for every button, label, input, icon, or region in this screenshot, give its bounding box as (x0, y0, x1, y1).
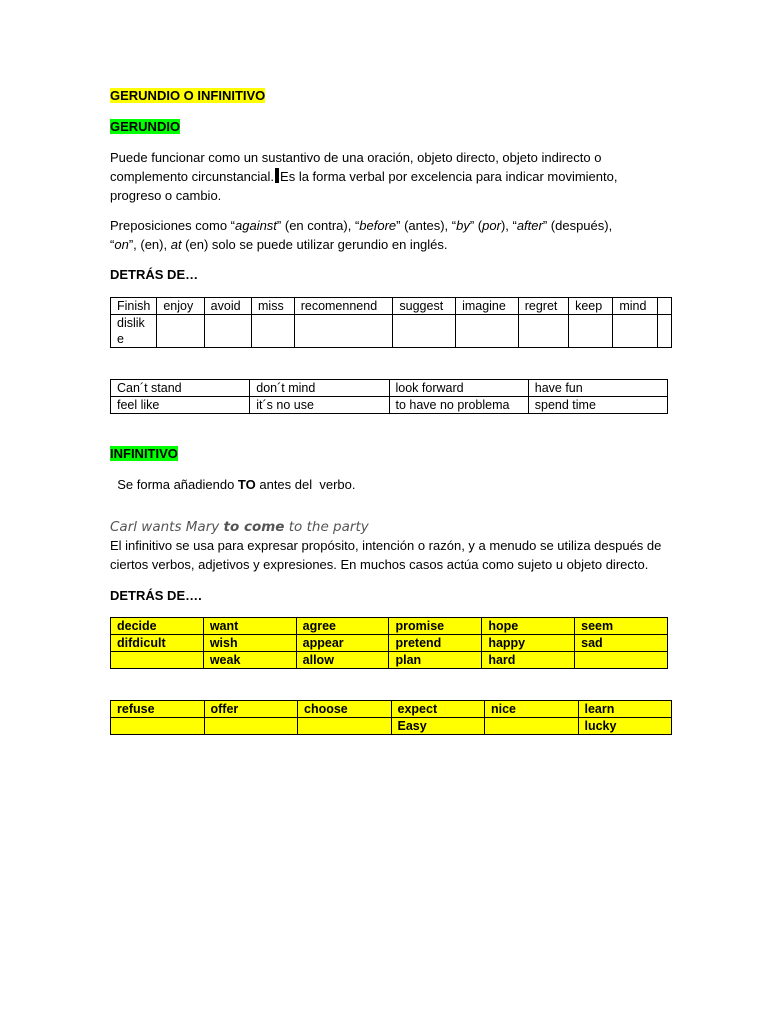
table-cell: to have no problema (389, 397, 528, 414)
table-cell: miss (252, 298, 295, 315)
table-cell: want (203, 618, 296, 635)
table-cell: promise (389, 618, 482, 635)
table-cell (298, 718, 392, 735)
document-title: GERUNDIO O INFINITIVO (110, 88, 266, 103)
table-cell (204, 315, 251, 348)
table-cell (111, 652, 204, 669)
text-cursor (275, 168, 279, 183)
table-cell (613, 315, 657, 348)
table-cell: spend time (528, 397, 667, 414)
table-cell: happy (482, 635, 575, 652)
table-cell: imagine (456, 298, 519, 315)
infinitivo-verbs-table-2 (110, 700, 672, 735)
table-cell: regret (518, 298, 568, 315)
table-cell: refuse (111, 701, 205, 718)
table-cell: hope (482, 618, 575, 635)
table-cell: it´s no use (250, 397, 389, 414)
table-cell: appear (296, 635, 389, 652)
table-cell: Finish (111, 298, 157, 315)
table-cell: seem (575, 618, 668, 635)
table-cell (569, 315, 613, 348)
gerundio-verbs-table (110, 297, 672, 348)
table-cell: suggest (393, 298, 456, 315)
table-cell: have fun (528, 380, 667, 397)
table-cell: hard (482, 652, 575, 669)
table-cell: avoid (204, 298, 251, 315)
table-cell: keep (569, 298, 613, 315)
table-cell (252, 315, 295, 348)
infinitivo-formation: Se forma añadiendo TO antes del verbo. (110, 477, 356, 492)
table-cell (485, 718, 579, 735)
table-cell: Can´t stand (111, 380, 250, 397)
table-cell: Easy (391, 718, 485, 735)
infinitivo-example: Carl wants Mary to come to the party (110, 518, 369, 535)
table-cell: learn (578, 701, 672, 718)
table-cell (111, 718, 205, 735)
table-cell: expect (391, 701, 485, 718)
gerundio-definition: Puede funcionar como un sustantivo de una oración, objeto directo, objeto indirecto o complemento circunstancial. Es la forma verbal por excelencia para indicar movimiento, progreso o cambio. (110, 150, 618, 203)
table-cell (518, 315, 568, 348)
table-cell (657, 298, 671, 315)
table-cell (294, 315, 393, 348)
table-cell: plan (389, 652, 482, 669)
table-cell (575, 652, 668, 669)
table-cell: choose (298, 701, 392, 718)
gerundio-detras-heading: DETRÁS DE… (110, 267, 199, 282)
table-cell: agree (296, 618, 389, 635)
gerundio-prepositions: Preposiciones como “against” (en contra), “before” (antes), “by” (por), “after” (después), “on”, (en), at (en) solo se puede utilizar gerundio en inglés. (110, 218, 613, 252)
table-cell: don´t mind (250, 380, 389, 397)
table-cell: sad (575, 635, 668, 652)
table-cell: offer (204, 701, 298, 718)
table-cell: look forward (389, 380, 528, 397)
gerundio-expressions-table (110, 379, 668, 414)
table-cell: weak (203, 652, 296, 669)
table-cell (456, 315, 519, 348)
infinitivo-verbs-table (110, 617, 668, 669)
table-cell: enjoy (157, 298, 204, 315)
table-cell (393, 315, 456, 348)
table-cell: recomennend (294, 298, 393, 315)
table-cell: mind (613, 298, 657, 315)
table-cell: dislik e (111, 315, 157, 348)
table-cell: decide (111, 618, 204, 635)
table-cell (157, 315, 204, 348)
gerundio-heading: GERUNDIO (110, 119, 181, 134)
table-cell: nice (485, 701, 579, 718)
table-cell (657, 315, 671, 348)
table-cell: lucky (578, 718, 672, 735)
infinitivo-definition: El infinitivo se usa para expresar propósito, intención o razón, y a menudo se utiliza después de ciertos verbos, adjetivos y expresiones. En muchos casos actúa como sujeto u objeto directo. (110, 538, 662, 572)
table-cell: pretend (389, 635, 482, 652)
table-cell: feel like (111, 397, 250, 414)
table-cell: difdicult (111, 635, 204, 652)
infinitivo-detras-heading: DETRÁS DE…. (110, 588, 202, 603)
table-cell: wish (203, 635, 296, 652)
table-cell (204, 718, 298, 735)
table-cell: allow (296, 652, 389, 669)
infinitivo-heading: INFINITIVO (110, 446, 178, 461)
